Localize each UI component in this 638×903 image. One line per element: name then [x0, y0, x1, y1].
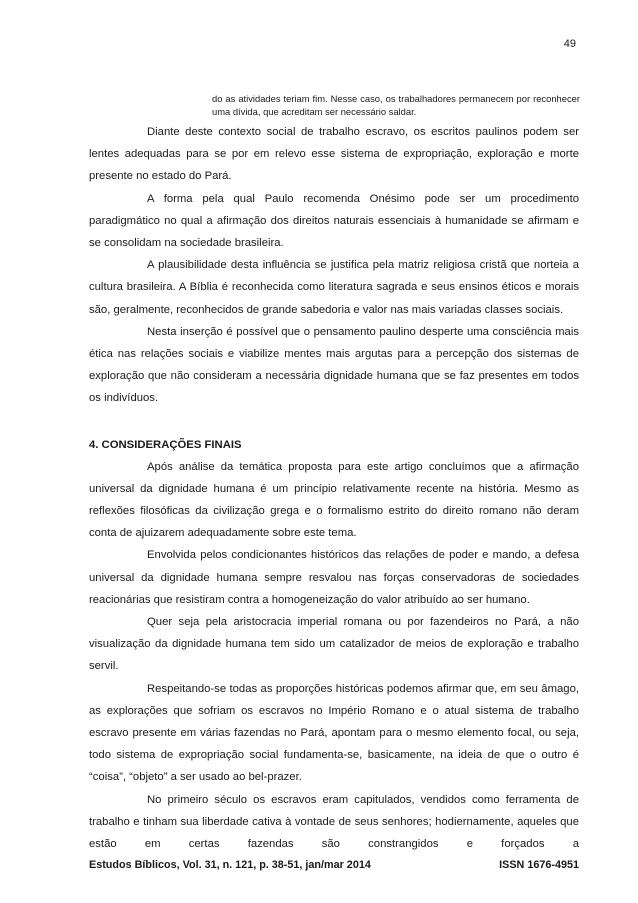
- paragraph: Nesta inserção é possível que o pensamento paulino desperte uma consciência mais ética nas relações sociais e viabilize mentes mais argutas para a percepção dos sistemas de exploração que não consideram a necessária dignidade humana que se faz presentes em todos os indivíduos.: [89, 325, 579, 405]
- body-text: [89, 121, 579, 855]
- paragraph: Diante deste contexto social de trabalho escravo, os escritos paulinos podem ser lentes adequadas para se por em relevo esse sistema de expropriação, exploração e morte presente no estado do Pará.: [89, 126, 579, 183]
- page-number: 49: [563, 38, 576, 50]
- section-heading: 4. CONSIDERAÇÕES FINAIS: [89, 438, 242, 451]
- paragraph: A forma pela qual Paulo recomenda Onésimo pode ser um procedimento paradigmático no qual a afirmação dos direitos naturais essenciais à humanidade se afirmam e se consolidam na sociedade brasileira.: [89, 192, 579, 250]
- footer: [89, 859, 579, 871]
- paragraph: Após análise da temática proposta para este artigo concluímos que a afirmação universal da dignidade humana é um princípio relativamente recente na história. Mesmo as reflexões filosóficas da civilização grega e o formalismo estrito do direito romano não deram conta de ajuizarem adequadamente sobre este tema.: [89, 460, 579, 540]
- paragraph: A plausibilidade desta influência se justifica pela matriz religiosa cristã que norteia a cultura brasileira. A Bíblia é reconhecida como literatura sagrada e seus ensinos éticos e morais são, geralmente, reconhecidos de grande sabedoria e valor nas mais variadas classes sociais.: [89, 259, 579, 316]
- paragraph: No primeiro século os escravos eram capitulados, vendidos como ferramenta de trabalho e tinham sua liberdade cativa à vontade de seus senhores; hodiernamente, aqueles que estão em certas fazendas são constrangidos e forçados a: [89, 793, 579, 851]
- paragraph: Quer seja pela aristocracia imperial romana ou por fazendeiros no Pará, a não visualização da dignidade humana tem sido um catalizador de meios de exploração e trabalho servil.: [89, 616, 579, 673]
- paragraph: Respeitando-se todas as proporções históricas podemos afirmar que, em seu âmago, as explorações que sofriam os escravos no Império Romano e o atual sistema de trabalho escravo presente em várias fazendas no Pará, apontam para o mesmo elemento focal, ou seja, todo sistema de expropriação social fundamenta-se, basicamente, na ideia de que o outro é “coisa”, “objeto” a ser usado ao bel-prazer.: [89, 682, 579, 784]
- paragraph: Envolvida pelos condicionantes históricos das relações de poder e mando, a defesa universal da dignidade humana sempre resvalou nas forças conservadoras de sociedades reacionárias que resistiram contra a homogeneização do valor atribuído ao ser humano.: [89, 549, 579, 606]
- block-quote: do as atividades teriam fim. Nesse caso, os trabalhadores permanecem por reconhecer uma dívida, que acreditam ser necessário saldar.: [212, 93, 580, 117]
- journal-citation: Estudos Bíblicos, Vol. 31, n. 121, p. 38-51, jan/mar 2014: [89, 859, 371, 871]
- issn: ISSN 1676-4951: [499, 859, 579, 871]
